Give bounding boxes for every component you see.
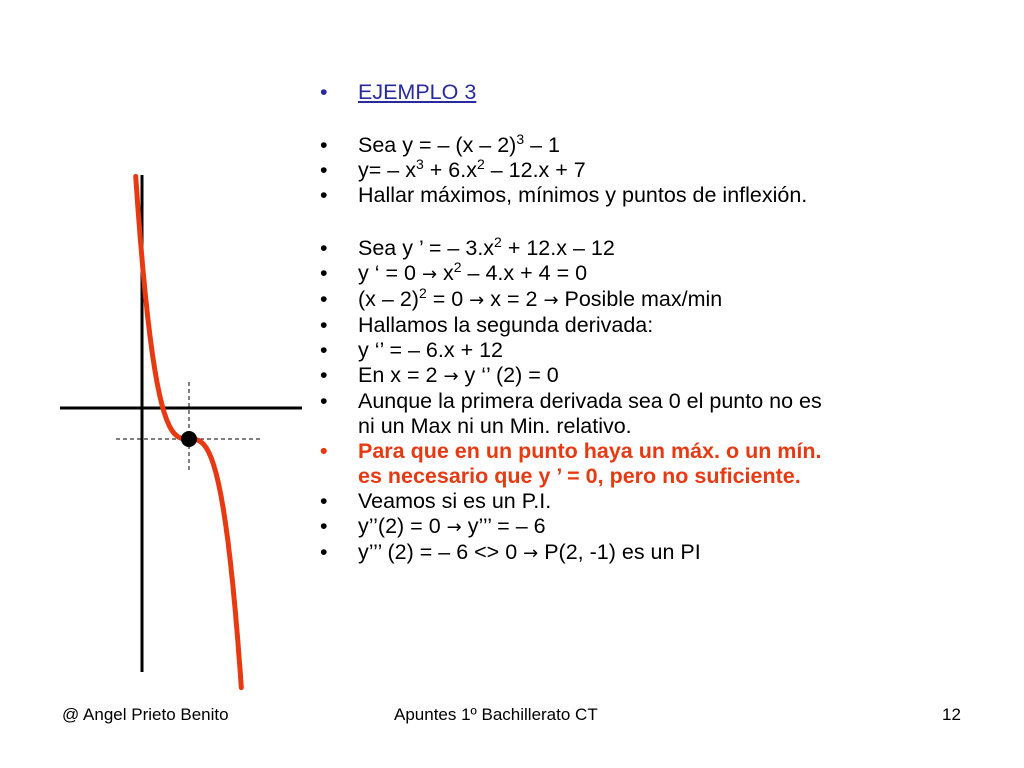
arrow-icon: → [543,290,559,311]
bullet-second-derivative-intro: • Hallamos la segunda derivada: [320,313,654,337]
footer-author: @ Angel Prieto Benito [62,705,229,724]
bullet-evaluate: • En x = 2 → y ‘’ (2) = 0 [320,363,559,387]
bullet-list [318,80,958,566]
page-number: 12 [942,705,961,724]
bullet-emphasis: • Para que en un punto haya un máx. o un mín. es necesario que y ’ = 0, pero no suficiente. [320,439,822,488]
example-title: • EJEMPLO 3 [320,80,477,104]
arrow-icon: → [443,366,459,387]
arrow-icon: → [469,290,485,311]
arrow-icon: → [523,543,539,564]
bullet-check-pi: • Veamos si es un P.I. [320,489,552,513]
arrow-icon: → [446,517,462,538]
bullet-derivative: • Sea y ’ = – $3.x^2 + 12.x - 12$ [320,234,615,260]
bullet-third-derivative: • y’’(2) = 0 → y’’’ = – 6 [320,514,546,538]
bullet-conclusion: • y’’’ (2) = – 6 <> 0 → P(2, -1) es un PI [320,540,701,564]
bullet-derivative-zero: • y ‘ = $0 \to x^2 - 4.x + 4 = 0$ [320,259,588,285]
footer [0,705,1024,735]
bullet-expanded: • $y= - x^3 + 6.x^2 - 12.x + 7$ [320,156,586,182]
footer-course: Apuntes 1º Bachillerato CT [394,705,598,724]
bullet-solution: • (x – 2)$^2$ = 0 → x = 2 → Posible max/min [320,285,723,311]
function-graph [0,0,320,700]
bullet-task: • Hallar máximos, mínimos y puntos de inflexión. [320,183,808,207]
bullet-second-derivative: • y ‘’ = – 6.x + 12 [320,338,504,362]
arrow-icon: → [421,264,438,285]
inflection-point [181,431,197,447]
bullet-note: • Aunque la primera derivada sea 0 el punto no es ni un Max ni un Min. relativo. [320,389,822,438]
bullet-dot: • [320,80,328,104]
bullet-function: • Sea y = – (x – 2)$^3$ – 1 [320,131,561,157]
